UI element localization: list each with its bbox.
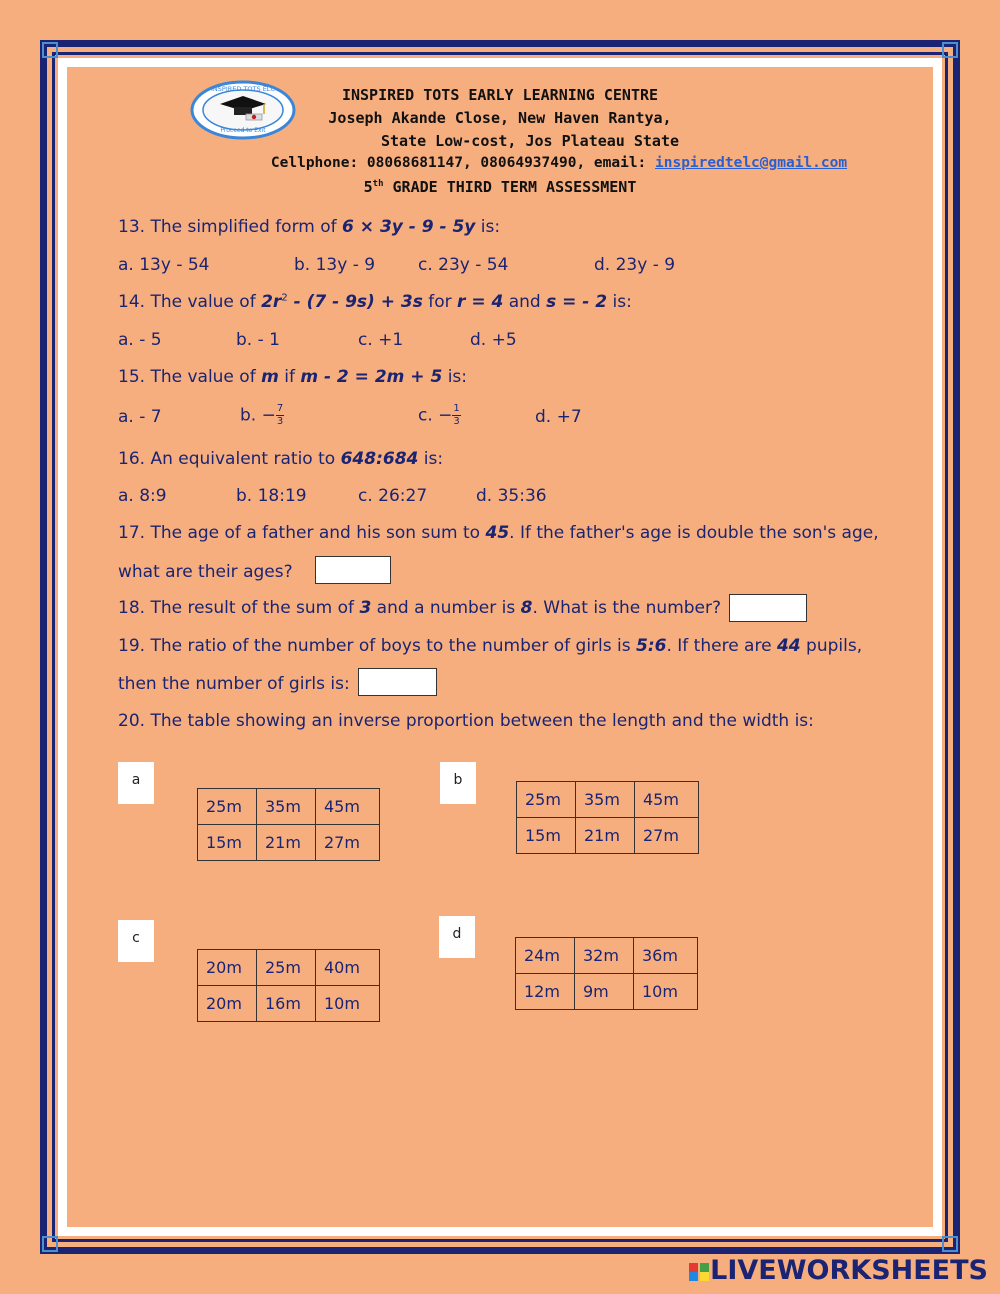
question-text: 17. The age of a father and his son sum to	[118, 523, 486, 543]
table-cell: 12m	[516, 974, 575, 1010]
liveworksheets-logo	[688, 1255, 988, 1286]
question-text: is:	[418, 449, 444, 469]
table-cell: 10m	[634, 974, 698, 1010]
table-cell: 45m	[316, 789, 380, 825]
question-text: 18. The result of the sum of	[118, 598, 360, 618]
expression: r = 4	[457, 292, 504, 312]
question-text: is:	[442, 367, 468, 387]
fraction	[452, 403, 460, 428]
question-14	[118, 292, 632, 312]
answer-box-17[interactable]	[315, 556, 391, 584]
option-14a: a. - 5	[118, 330, 162, 350]
question-text: for	[422, 292, 458, 312]
expression: 3	[359, 598, 372, 618]
school-address-line2: State Low-cost, Jos Plateau State	[380, 132, 679, 150]
question-20: 20. The table showing an inverse proportion between the length and the width is:	[118, 711, 814, 731]
expression: - (7 - 9s) + 3s	[287, 292, 423, 312]
option-16d: d. 35:36	[476, 486, 547, 506]
school-name: INSPIRED TOTS EARLY LEARNING CENTRE	[341, 86, 659, 104]
table-cell: 16m	[257, 986, 316, 1022]
question-text: 14. The value of	[118, 292, 262, 312]
table-cell: 40m	[316, 950, 380, 986]
numerator: 1	[453, 403, 460, 414]
fraction	[276, 403, 284, 428]
option-box-a[interactable]: a	[118, 762, 154, 804]
answer-box-18[interactable]	[729, 594, 807, 622]
question-text: pupils,	[800, 636, 863, 656]
question-text: 13. The simplified form of	[118, 217, 343, 237]
question-text: is:	[475, 217, 501, 237]
table-row	[198, 789, 380, 825]
question-15	[118, 367, 467, 387]
table-cell: 24m	[516, 938, 575, 974]
answer-box-19[interactable]	[358, 668, 437, 696]
question-17	[118, 523, 879, 543]
table-row	[517, 818, 699, 854]
table-cell: 27m	[316, 825, 380, 861]
question-19	[118, 636, 862, 656]
assessment-name: GRADE THIRD TERM ASSESSMENT	[383, 178, 637, 196]
table-row	[198, 950, 380, 986]
question-text: 15. The value of	[118, 367, 262, 387]
corner-ornament	[42, 42, 58, 58]
corner-ornament	[942, 42, 958, 58]
option-box-d[interactable]: d	[439, 916, 475, 958]
assessment-title	[0, 178, 1000, 196]
table-cell: 25m	[257, 950, 316, 986]
logo-motto: Proceed to Exit	[220, 127, 266, 134]
brand-squares-icon	[688, 1263, 710, 1281]
option-13d: d. 23y - 9	[594, 255, 676, 275]
table-cell: 35m	[576, 782, 635, 818]
brand-text: LIVEWORKSHEETS	[710, 1255, 988, 1286]
table-c	[197, 949, 380, 1022]
option-box-c[interactable]: c	[118, 920, 154, 962]
email-link[interactable]: inspiredtelc@gmail.com	[655, 155, 848, 171]
question-text: . If the father's age is double the son's age,	[509, 523, 879, 543]
option-15b	[240, 403, 284, 428]
question-text: 16. An equivalent ratio to	[118, 449, 341, 469]
table-cell: 15m	[198, 825, 257, 861]
expression: 44	[776, 636, 801, 656]
expression: 5:6	[636, 636, 667, 656]
option-13a: a. 13y - 54	[118, 255, 210, 275]
question-text: and	[503, 292, 547, 312]
table-cell: 15m	[517, 818, 576, 854]
table-cell: 21m	[257, 825, 316, 861]
table-cell: 32m	[575, 938, 634, 974]
logo-text: INSPIRED TOTS ELC	[211, 85, 275, 93]
table-cell: 20m	[198, 986, 257, 1022]
table-cell: 9m	[575, 974, 634, 1010]
question-text: . If there are	[666, 636, 777, 656]
option-16c: c. 26:27	[358, 486, 428, 506]
expression: s = - 2	[546, 292, 608, 312]
corner-ornament	[942, 1236, 958, 1252]
table-cell: 25m	[198, 789, 257, 825]
contact-line	[0, 155, 1000, 171]
table-cell: 10m	[316, 986, 380, 1022]
expression: 648:684	[340, 449, 419, 469]
question-text: 19. The ratio of the number of boys to the number of girls is	[118, 636, 636, 656]
question-18	[118, 598, 721, 618]
table-d	[515, 937, 698, 1010]
table-cell: 21m	[576, 818, 635, 854]
table-cell: 25m	[517, 782, 576, 818]
question-13	[118, 217, 500, 237]
table-row	[198, 825, 380, 861]
table-row	[517, 782, 699, 818]
grade-number: 5	[363, 178, 373, 196]
exponent: 2	[281, 292, 288, 304]
grade-suffix: th	[372, 179, 384, 189]
denominator: 3	[276, 416, 284, 427]
option-label: c. −	[418, 405, 453, 426]
table-row	[516, 974, 698, 1010]
expression: 8	[520, 598, 533, 618]
table-cell: 36m	[634, 938, 698, 974]
expression: 45	[485, 523, 510, 543]
contact-phones: Cellphone: 08068681147, 08064937490, email:	[270, 155, 656, 171]
table-b	[516, 781, 699, 854]
expression: m - 2 = 2m + 5	[300, 367, 443, 387]
numerator: 7	[276, 403, 284, 414]
school-address-line1: Joseph Akande Close, New Haven Rantya,	[328, 109, 672, 127]
question-text: if	[278, 367, 301, 387]
option-15c	[418, 403, 461, 428]
option-box-b[interactable]: b	[440, 762, 476, 804]
corner-ornament	[42, 1236, 58, 1252]
question-text: is:	[607, 292, 632, 312]
table-a	[197, 788, 380, 861]
option-15a: a. - 7	[118, 407, 162, 427]
option-label: b. −	[240, 405, 276, 426]
expression: m	[261, 367, 279, 387]
question-16	[118, 449, 443, 469]
question-text: . What is the number?	[532, 598, 722, 618]
option-16b: b. 18:19	[236, 486, 307, 506]
table-cell: 27m	[635, 818, 699, 854]
option-14c: c. +1	[358, 330, 404, 350]
table-row	[198, 986, 380, 1022]
option-14b: b. - 1	[236, 330, 280, 350]
expression: 2r	[261, 292, 282, 312]
question-19-line2: then the number of girls is:	[118, 674, 350, 694]
denominator: 3	[453, 416, 460, 427]
expression: 6 × 3y - 9 - 5y	[342, 217, 476, 237]
question-17-line2: what are their ages?	[118, 562, 293, 582]
table-cell: 45m	[635, 782, 699, 818]
option-13c: c. 23y - 54	[418, 255, 509, 275]
table-cell: 35m	[257, 789, 316, 825]
option-16a: a. 8:9	[118, 486, 167, 506]
table-row	[516, 938, 698, 974]
option-13b: b. 13y - 9	[294, 255, 376, 275]
question-text: and a number is	[371, 598, 521, 618]
table-cell: 20m	[198, 950, 257, 986]
option-15d: d. +7	[535, 407, 582, 427]
option-14d: d. +5	[470, 330, 517, 350]
